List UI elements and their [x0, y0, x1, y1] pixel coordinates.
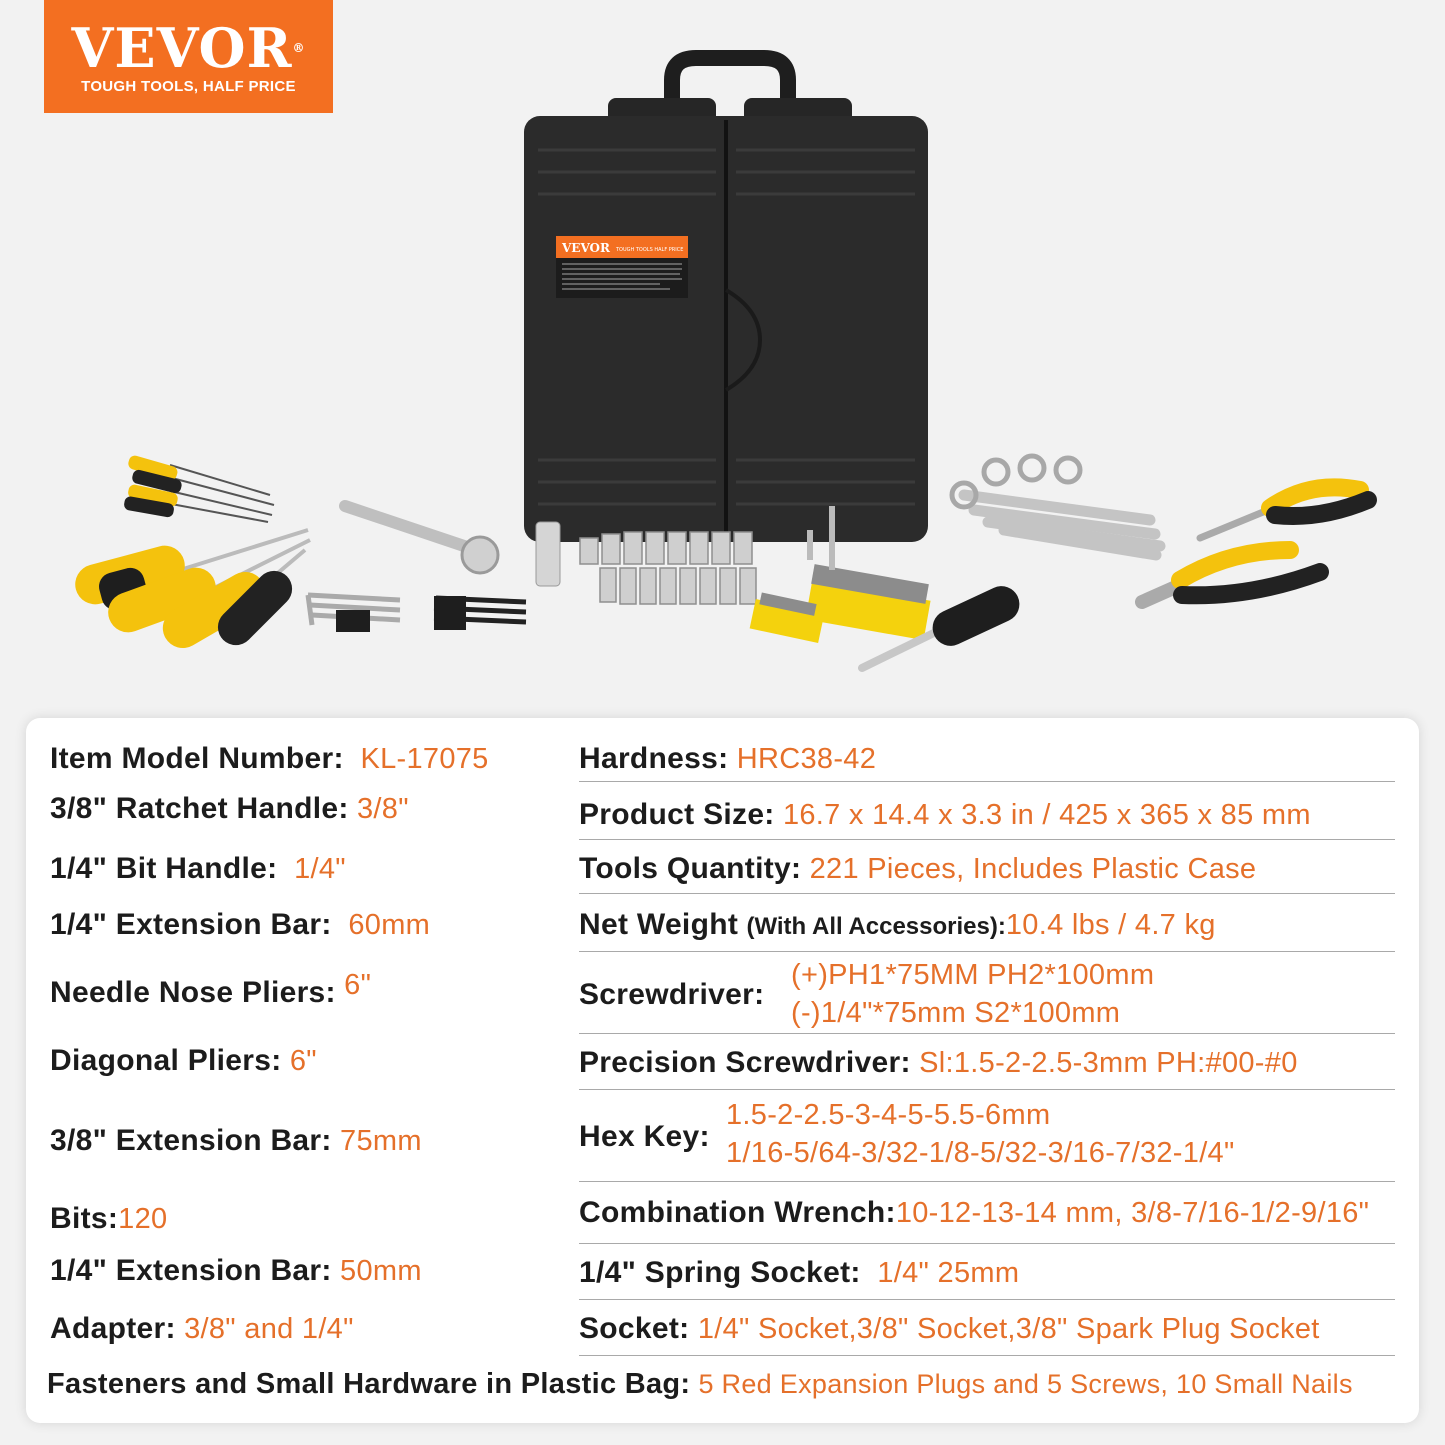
spec-value: 16.7 x 14.4 x 3.3 in / 425 x 365 x 85 mm [782, 799, 1311, 831]
spec-value: 5 Red Expansion Plugs and 5 Screws, 10 Small Nails [698, 1369, 1353, 1399]
spec-value-line: 1.5-2-2.5-3-4-5-5.5-6mm [726, 1099, 1051, 1131]
spec-note: (With All Accessories): [746, 913, 1006, 940]
spec-value: 6" [344, 969, 372, 1001]
spec-label: Needle Nose Pliers: [50, 976, 336, 1009]
logo-tagline: TOUGH TOOLS, HALF PRICE [81, 78, 296, 95]
needle-nose-pliers-icon [1200, 487, 1368, 538]
spec-label: Tools Quantity: [579, 852, 802, 885]
spec-value: 60mm [348, 909, 431, 941]
logo-brand: VEVOR [71, 16, 293, 80]
spec-row [26, 1090, 1419, 1182]
registered-mark: ® [292, 41, 306, 55]
spec-label: Bits: [50, 1202, 119, 1235]
spec-value-line: 1/16-5/64-3/32-1/8-5/32-3/16-7/32-1/4" [726, 1137, 1235, 1169]
case-label [556, 236, 688, 298]
case-label-tagline: TOUGH TOOLS HALF PRICE [616, 247, 684, 253]
spec-label: Precision Screwdriver: [579, 1046, 911, 1079]
spec-label: Diagonal Pliers: [50, 1044, 282, 1077]
spec-row [26, 1356, 1419, 1412]
spec-row [26, 1300, 1419, 1356]
spec-label: Hex Key: [579, 1120, 710, 1153]
spec-label: 1/4" Bit Handle: [50, 852, 278, 885]
spec-value: 221 Pieces, Includes Plastic Case [809, 853, 1257, 885]
spec-value: 3/8" [356, 793, 409, 825]
spec-label: Hardness: [579, 742, 729, 775]
spec-value: 6" [289, 1045, 317, 1077]
spec-value: 50mm [340, 1255, 422, 1287]
precision-screwdrivers-icon [123, 454, 274, 522]
spec-label: Item Model Number: [50, 742, 344, 775]
spec-value: Sl:1.5-2-2.5-3mm PH:#00-#0 [919, 1047, 1298, 1079]
spec-value: 1/4" 25mm [877, 1257, 1020, 1289]
spec-label: 1/4" Extension Bar: [50, 1254, 332, 1287]
spec-label: 3/8" Ratchet Handle: [50, 792, 349, 825]
spec-row [26, 894, 1419, 952]
spec-label: Product Size: [579, 798, 775, 831]
diagonal-pliers-icon [1142, 550, 1320, 602]
spec-value: 1/4" [294, 853, 346, 885]
spec-label: 3/8" Extension Bar: [50, 1124, 332, 1157]
spec-row [26, 840, 1419, 894]
spec-label: Combination Wrench: [579, 1196, 896, 1229]
spec-row [26, 952, 1419, 1034]
spec-label: Net Weight [579, 908, 739, 941]
combination-wrenches-icon [952, 456, 1160, 555]
spec-value: 75mm [340, 1125, 422, 1157]
spec-value: KL-17075 [360, 743, 489, 775]
spec-value: 10.4 lbs / 4.7 kg [1005, 909, 1216, 941]
screwdrivers-icon [71, 530, 310, 655]
spec-label: Screwdriver: [579, 978, 765, 1011]
spec-label: Socket: [579, 1312, 690, 1345]
spec-value-line: (-)1/4"*75mm S2*100mm [791, 997, 1121, 1029]
spec-value: 120 [118, 1203, 168, 1235]
spec-row [26, 782, 1419, 840]
spec-value-line: (+)PH1*75MM PH2*100mm [791, 959, 1155, 991]
spec-value: 3/8" and 1/4" [184, 1313, 354, 1345]
ratchet-handle-icon [345, 506, 498, 573]
spec-row [26, 738, 1419, 782]
product-illustration [60, 50, 1390, 690]
spec-label: 1/4" Extension Bar: [50, 908, 332, 941]
spec-value: 10-12-13-14 mm, 3/8-7/16-1/2-9/16" [895, 1197, 1370, 1229]
spec-label: 1/4" Spring Socket: [579, 1256, 861, 1289]
spec-value: 1/4" Socket,3/8" Socket,3/8" Spark Plug Socket [697, 1313, 1320, 1345]
spec-value: HRC38-42 [736, 743, 877, 775]
hex-keys-icon [308, 595, 526, 632]
tool-case-icon [524, 58, 928, 542]
spec-row [26, 1034, 1419, 1090]
spec-label: Fasteners and Small Hardware in Plastic Bag: [47, 1368, 691, 1400]
spec-table [26, 718, 1419, 1423]
spec-row [26, 1244, 1419, 1300]
case-label-brand: VEVOR [562, 241, 610, 255]
spec-row [26, 1182, 1419, 1244]
spec-label: Adapter: [50, 1312, 176, 1345]
